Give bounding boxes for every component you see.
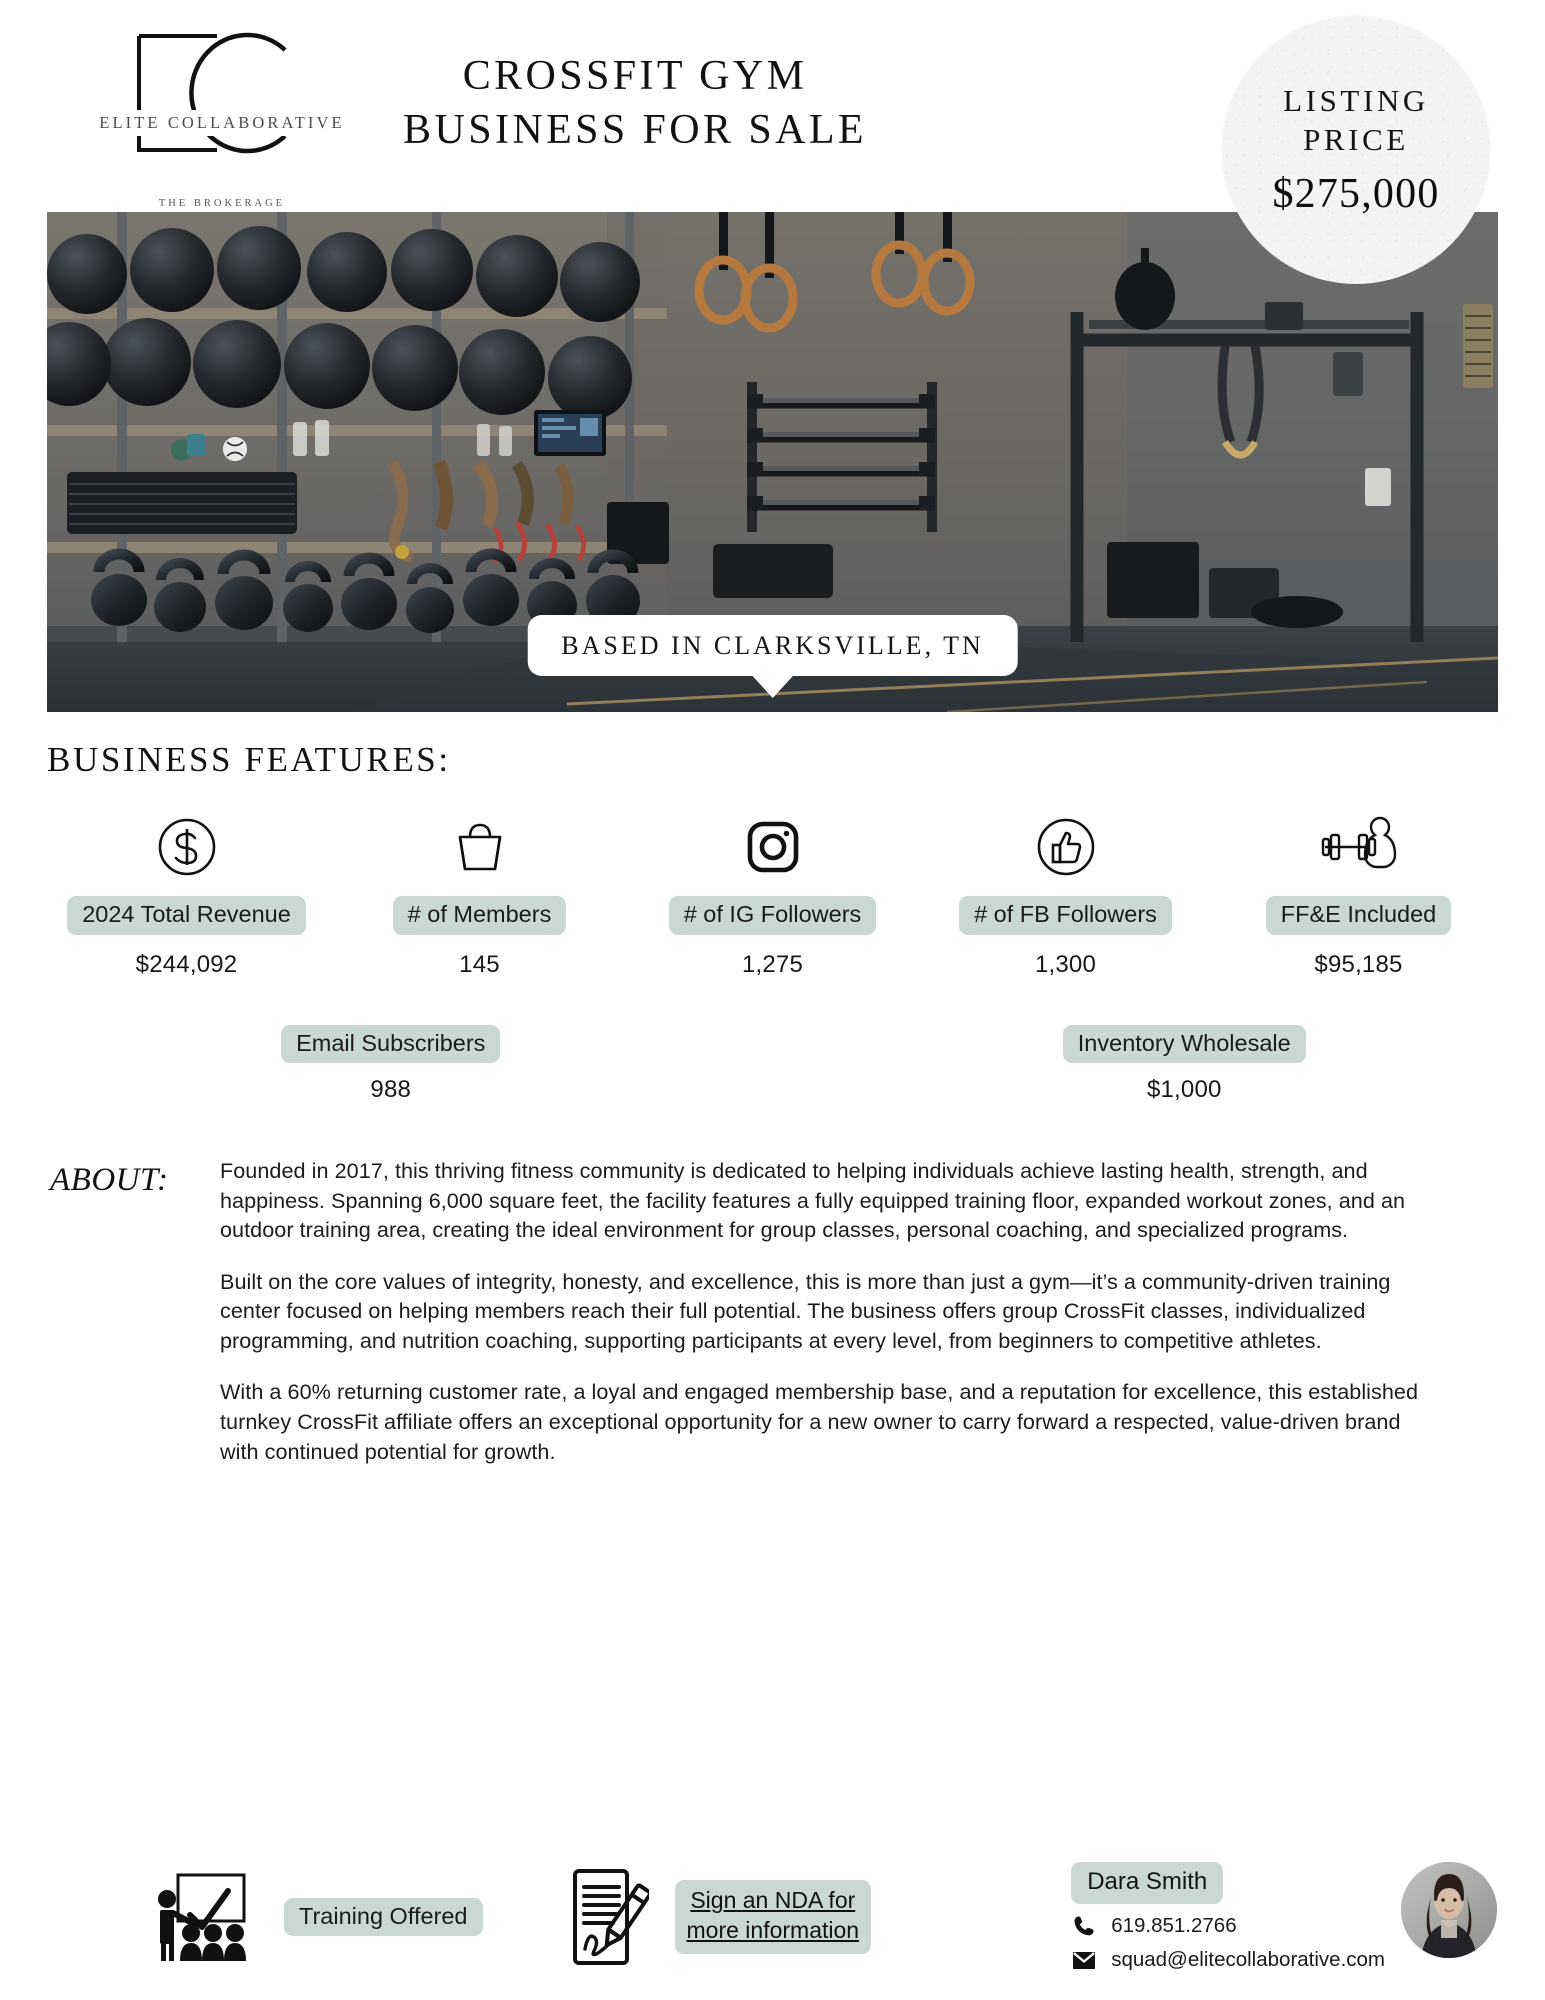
stat-label: 2024 Total Revenue	[67, 896, 306, 935]
nda-line-2: more information	[686, 1917, 860, 1943]
stat-email-subscribers	[30, 1009, 752, 1105]
signed-document-icon	[563, 1867, 649, 1967]
stat-label: Email Subscribers	[281, 1025, 500, 1064]
about-body	[220, 1156, 1420, 1466]
stat-members	[333, 814, 626, 979]
agent-email: squad@elitecollaborative.com	[1111, 1948, 1385, 1971]
phone-icon	[1071, 1914, 1097, 1938]
agent-phone-line[interactable]	[1071, 1914, 1385, 1938]
page-title	[370, 50, 900, 158]
brand-tagline: THE BROKERAGE	[158, 198, 286, 209]
stat-ig-followers	[626, 814, 919, 979]
business-features-heading: BUSINESS FEATURES:	[47, 740, 451, 779]
about-section	[50, 1156, 1495, 1466]
about-paragraph-1: Founded in 2017, this thriving fitness community is dedicated to helping individuals achieve lasting health, strength, and happiness. Spanning 6,000 square feet, the facility features a fully equipped training floor, expanded workout zones, and an outdoor training area, creating the ideal environment for group classes, personal coaching, and specialized programs.	[220, 1158, 1406, 1243]
stat-label: # of IG Followers	[669, 896, 877, 935]
thumbs-up-circle-icon	[1034, 814, 1098, 880]
stat-value: $244,092	[135, 950, 238, 978]
stat-value: 988	[370, 1076, 412, 1103]
about-paragraph-3: With a 60% returning customer rate, a loyal and engaged membership base, and a reputation for excellence, this established turnkey CrossFit affiliate offers an exceptional opportunity for a new owner to carry forward a respected, value-driven brand with continued potential for growth.	[220, 1379, 1419, 1464]
title-line-2: BUSINESS FOR SALE	[403, 106, 867, 153]
stat-value: 1,300	[1034, 950, 1097, 978]
listing-price-badge	[1222, 16, 1490, 284]
brand-logo	[72, 18, 372, 209]
agent-name-badge: Dara Smith	[1071, 1862, 1223, 1904]
stat-inventory-wholesale	[824, 1009, 1545, 1105]
stat-label: # of FB Followers	[959, 896, 1172, 935]
title-line-1: CROSSFIT GYM	[462, 53, 808, 99]
stat-label: Inventory Wholesale	[1063, 1025, 1306, 1064]
agent-phone: 619.851.2766	[1111, 1914, 1237, 1937]
location-callout-text: BASED IN CLARKSVILLE, TN	[561, 631, 984, 660]
footer	[0, 1862, 1545, 1972]
stat-value: $95,185	[1314, 950, 1403, 978]
stat-label: # of Members	[393, 896, 567, 935]
header	[0, 0, 1545, 217]
dumbbell-kettlebell-icon	[1319, 814, 1399, 880]
about-label: ABOUT:	[50, 1162, 169, 1198]
training-presentation-icon	[150, 1869, 258, 1965]
shopping-bag-icon	[448, 814, 512, 880]
price-label-line-2: PRICE	[1303, 122, 1409, 157]
training-offered-badge: Training Offered	[284, 1898, 483, 1937]
nda-cta-badge[interactable]	[675, 1880, 872, 1954]
ec-monogram-icon	[117, 18, 327, 168]
stats-row-primary	[0, 814, 1545, 979]
stat-total-revenue	[40, 814, 333, 979]
stat-value: $1,000	[1146, 1076, 1222, 1103]
location-callout	[527, 615, 1018, 676]
agent-contact-card	[1071, 1862, 1497, 1972]
agent-contact-info	[1071, 1862, 1385, 1972]
agent-email-line[interactable]	[1071, 1948, 1385, 1972]
nda-group	[563, 1867, 872, 1967]
brand-wordmark: ELITE COLLABORATIVE	[72, 110, 372, 136]
stat-fb-followers	[919, 814, 1212, 979]
stat-label: FF&E Included	[1266, 896, 1451, 935]
price-value: $275,000	[1272, 170, 1440, 217]
training-offered-group	[150, 1869, 483, 1965]
stats-row-secondary	[0, 1009, 1545, 1105]
instagram-icon	[741, 814, 805, 880]
stat-value: 1,275	[741, 950, 804, 978]
email-icon	[1071, 1951, 1097, 1970]
hero-gym-photo	[47, 212, 1498, 712]
dollar-circle-icon	[155, 814, 219, 880]
stat-ffe-included	[1212, 814, 1505, 979]
stat-value: 145	[459, 950, 500, 978]
agent-avatar	[1401, 1862, 1497, 1958]
nda-line-1: Sign an NDA for	[690, 1887, 856, 1914]
price-label-line-1: LISTING	[1283, 83, 1429, 119]
about-paragraph-2: Built on the core values of integrity, honesty, and excellence, this is more than just a gym—it’s a community-driven training center focused on helping members reach their full potential. The business offers group CrossFit classes, individualized programming, and nutrition coaching, supporting participants at every level, from beginners to competitive athletes.	[220, 1268, 1391, 1353]
